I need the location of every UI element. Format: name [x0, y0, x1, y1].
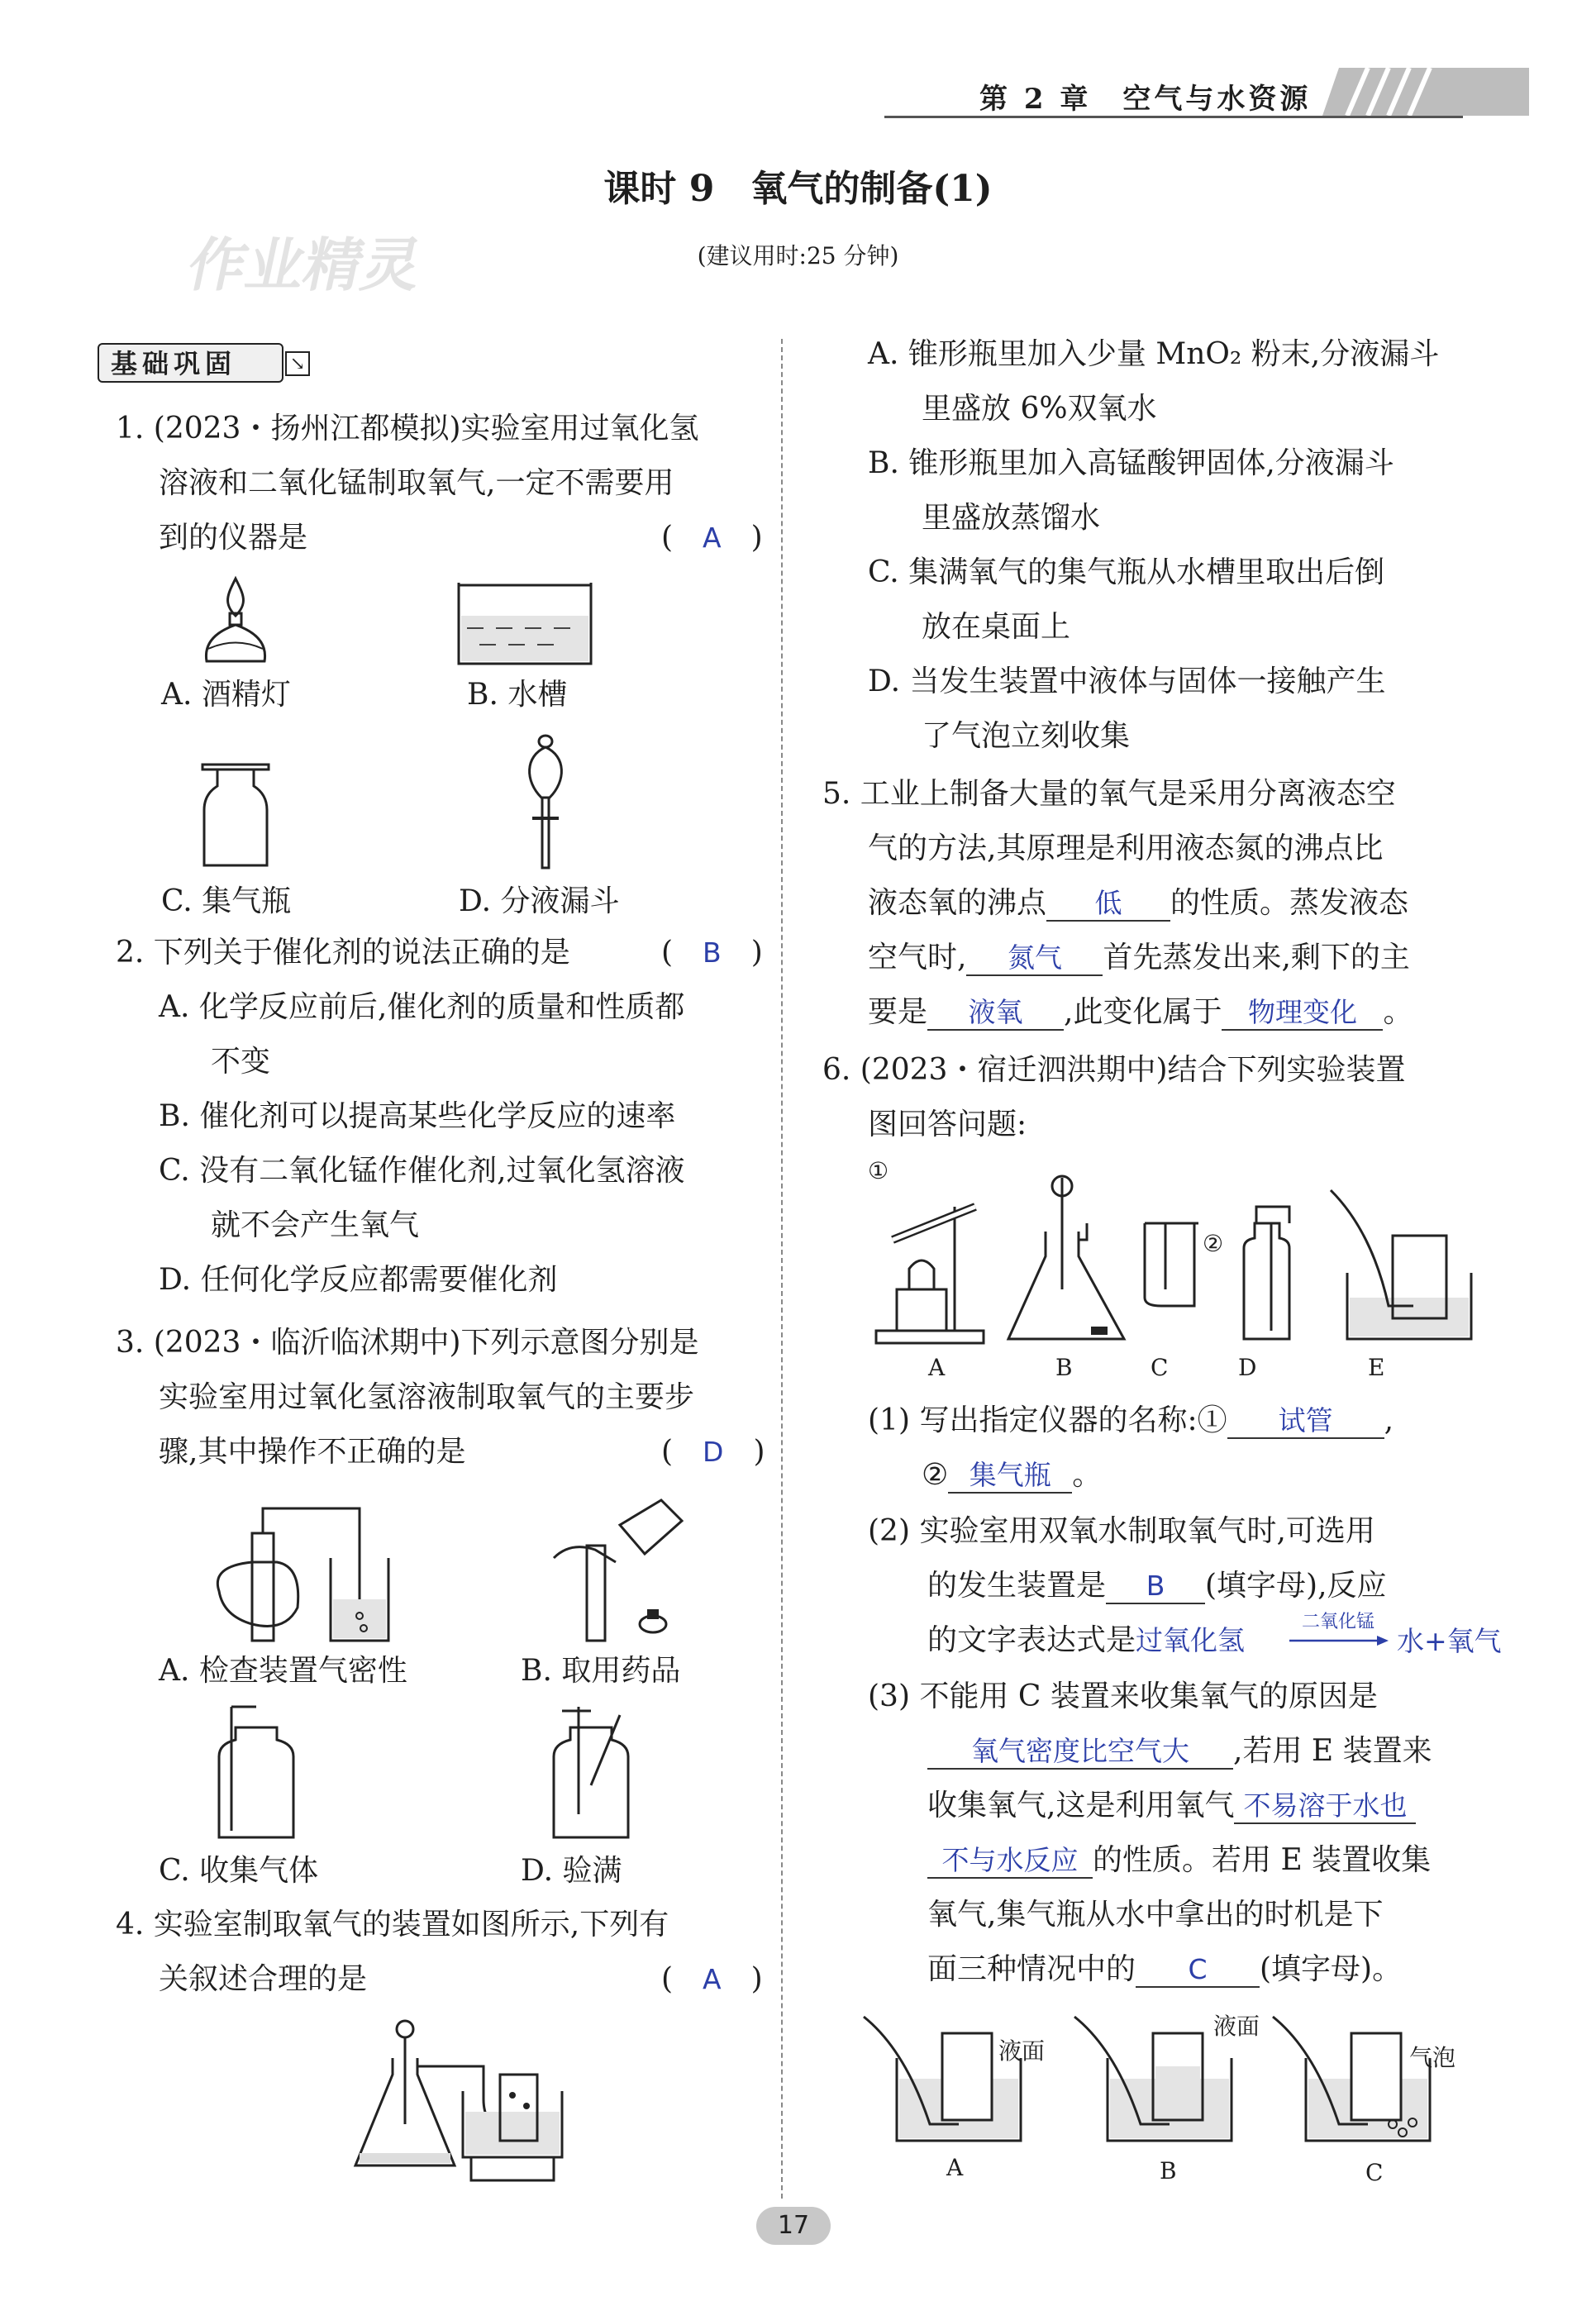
q6-p1d: 。 — [1072, 1458, 1103, 1492]
q1-option-d: D. 分液漏斗 — [459, 884, 620, 918]
page-number: 17 — [756, 2207, 831, 2245]
q4-option-d-line1: D. 当发生装置中液体与固体一接触产生 — [868, 665, 1386, 698]
q5-line5 — [868, 985, 1413, 1040]
q6-p1a: (1) 写出指定仪器的名称:① — [868, 1403, 1227, 1437]
q5-line3b: 的性质。蒸发液态 — [1170, 886, 1409, 920]
q3-line1: 3. (2023・临沂临沭期中)下列示意图分别是 — [116, 1326, 699, 1360]
q6-part3-line1: (3) 不能用 C 装置来收集氧气的原因是 — [868, 1679, 1378, 1713]
q5-line4b: 首先蒸发出来,剩下的主 — [1103, 941, 1410, 974]
q6-p3-blank-2a: 不易溶于水也 — [1234, 1789, 1416, 1824]
q6-part3-line5: 氧气,集气瓶从水中拿出的时机是下 — [927, 1898, 1384, 1932]
collect-gas-figure — [211, 1707, 302, 1839]
q5-line5b: ,此变化属于 — [1064, 995, 1222, 1029]
airtightness-check-figure — [202, 1500, 393, 1645]
oxygen-apparatus-figure — [351, 2017, 566, 2182]
q6-fig-label-b: B — [1055, 1354, 1073, 1381]
q1-option-a: A. 酒精灯 — [161, 678, 291, 712]
q6-part3-line4 — [927, 1833, 1431, 1888]
q3-option-d: D. 验满 — [521, 1854, 622, 1888]
q4-option-c-line2: 放在桌面上 — [922, 610, 1071, 644]
q5-blank-2: 氮气 — [966, 941, 1103, 976]
q2-option-b: B. 催化剂可以提高某些化学反应的速率 — [159, 1099, 676, 1133]
q4-line2: 关叙述合理的是 — [159, 1962, 368, 1996]
q6-fig2-note-c: 气泡 — [1409, 2044, 1456, 2071]
q6-p3-blank-3: C — [1136, 1953, 1260, 1988]
q2-stem: 2. 下列关于催化剂的说法正确的是 — [116, 936, 570, 970]
q1-line2: 溶液和二氧化锰制取氧气,一定不需要用 — [159, 466, 674, 500]
q1-option-c: C. 集气瓶 — [161, 884, 292, 918]
q6-collection-timing-figure — [864, 2017, 1475, 2149]
q1-answer: A — [703, 522, 722, 554]
q2-option-a-line2: 不变 — [211, 1045, 271, 1079]
gas-bottle-figure — [202, 765, 269, 868]
q4-option-c-line1: C. 集满氧气的集气瓶从水槽里取出后倒 — [868, 555, 1385, 589]
check-full-figure — [545, 1707, 636, 1839]
q6-part2-line2 — [927, 1559, 1387, 1613]
q5-line4a: 空气时, — [868, 941, 967, 974]
q3-answer-paren: ( D ) — [661, 1435, 765, 1469]
q2-option-a-line1: A. 化学反应前后,催化剂的质量和性质都 — [159, 990, 685, 1024]
q6-part1-line2 — [922, 1448, 1102, 1503]
column-divider — [781, 339, 783, 2199]
q6-p1-blank-1: 试管 — [1227, 1404, 1384, 1439]
q6-line2: 图回答问题: — [868, 1108, 1027, 1141]
q2-option-d: D. 任何化学反应都需要催化剂 — [159, 1263, 558, 1297]
q3-answer: D — [703, 1436, 724, 1468]
q6-p3d: 的性质。若用 E 装置收集 — [1093, 1843, 1432, 1877]
q5-line3a: 液态氧的沸点 — [868, 886, 1047, 920]
q6-marker-1: ① — [868, 1157, 889, 1184]
q4-option-b-line2: 里盛放蒸馏水 — [922, 501, 1101, 535]
suggested-time: (建议用时:25 分钟) — [697, 242, 899, 269]
q6-part3-line3 — [927, 1779, 1416, 1833]
q6-fig2-label-b: B — [1160, 2157, 1177, 2185]
q6-p2d: 的文字表达式是 — [927, 1623, 1136, 1657]
q6-p2b: 的发生装置是 — [927, 1569, 1107, 1603]
q4-line1: 4. 实验室制取氧气的装置如图所示,下列有 — [116, 1908, 669, 1942]
separatory-funnel-figure — [521, 731, 570, 872]
q2-answer: B — [703, 936, 722, 969]
reaction-arrow-icon — [1289, 1635, 1389, 1646]
q5-blank-1: 低 — [1046, 887, 1170, 922]
q6-line1: 6. (2023・宿迁泗洪期中)结合下列实验装置 — [822, 1053, 1406, 1087]
q6-marker-2: ② — [1203, 1230, 1224, 1257]
take-reagent-figure — [537, 1500, 686, 1645]
q4-option-a-line1: A. 锥形瓶里加入少量 MnO₂ 粉末,分液漏斗 — [868, 337, 1440, 371]
q6-fig2-label-c: C — [1365, 2159, 1384, 2186]
q6-p3c: 收集氧气,这是利用氧气 — [927, 1789, 1235, 1822]
q3-line2: 实验室用过氧化氢溶液制取氧气的主要步 — [159, 1380, 695, 1414]
q2-answer-paren: ( B ) — [661, 936, 763, 970]
q6-p3f: 面三种情况中的 — [927, 1952, 1136, 1986]
q6-p1c: ② — [922, 1458, 949, 1492]
q4-option-d-line2: 了气泡立刻收集 — [922, 719, 1131, 753]
q6-p3g: (填字母)。 — [1260, 1952, 1403, 1986]
q4-answer-paren: ( A ) — [661, 1962, 763, 1996]
q6-p2-reactant: 过氧化氢 — [1136, 1624, 1246, 1656]
q6-p2-product: 水+氧气 — [1397, 1625, 1502, 1657]
q4-answer: A — [703, 1963, 722, 1995]
q5-line5c: 。 — [1383, 995, 1413, 1029]
q4-option-a-line2: 里盛放 6%双氧水 — [922, 392, 1157, 426]
alcohol-lamp-figure — [198, 579, 273, 665]
q6-fig2-note-a: 液面 — [998, 2037, 1046, 2065]
q6-fig-label-e: E — [1368, 1354, 1385, 1381]
q3-line3: 骤,其中操作不正确的是 — [159, 1435, 466, 1469]
page-title: 课时 9 氧气的制备(1) — [603, 168, 993, 210]
q5-line2: 气的方法,其原理是利用液态氮的沸点比 — [868, 831, 1384, 865]
q6-p3b: ,若用 E 装置来 — [1233, 1734, 1432, 1768]
q6-part3-line2 — [927, 1724, 1432, 1779]
q5-line5a: 要是 — [868, 995, 928, 1029]
q6-p3-blank-1: 氧气密度比空气大 — [927, 1735, 1233, 1770]
q3-option-a: A. 检查装置气密性 — [159, 1654, 407, 1688]
q4-option-b-line1: B. 锥形瓶里加入高锰酸钾固体,分液漏斗 — [868, 446, 1394, 480]
q6-fig2-label-a: A — [946, 2154, 964, 2181]
q5-line4 — [868, 931, 1410, 985]
q6-p2-blank: B — [1106, 1570, 1205, 1604]
q3-option-b: B. 取用药品 — [521, 1654, 681, 1688]
q6-fig2-note-b: 液面 — [1213, 2013, 1260, 2040]
q5-blank-4: 物理变化 — [1222, 996, 1383, 1031]
q3-option-c: C. 收集气体 — [159, 1854, 319, 1888]
q1-line3: 到的仪器是 — [159, 521, 308, 555]
q2-option-c-line2: 就不会产生氧气 — [211, 1208, 420, 1242]
arrow-down-right-icon: ↘ — [285, 351, 310, 376]
header-rule — [884, 116, 1463, 118]
q6-p3-blank-2b: 不与水反应 — [927, 1844, 1093, 1879]
q6-part1-line1 — [868, 1394, 1394, 1448]
q6-p1-blank-2: 集气瓶 — [948, 1459, 1072, 1494]
q1-line1: 1. (2023・扬州江都模拟)实验室用过氧化氢 — [116, 412, 699, 445]
q2-option-c-line1: C. 没有二氧化锰作催化剂,过氧化氢溶液 — [159, 1154, 685, 1188]
q6-p1b: , — [1384, 1403, 1394, 1437]
q5-blank-3: 液氧 — [927, 996, 1064, 1031]
q6-apparatus-figure — [876, 1174, 1521, 1351]
q1-answer-paren: ( A ) — [661, 521, 763, 555]
q6-fig-label-d: D — [1238, 1354, 1257, 1381]
q6-p2-condition: 二氧化锰 — [1301, 1612, 1374, 1632]
chapter-header: 第 2 章 空气与水资源 — [979, 83, 1312, 116]
watermark-logo: 作业精灵 — [182, 231, 428, 299]
q6-fig-label-c: C — [1151, 1354, 1169, 1381]
q5-line3 — [868, 876, 1408, 931]
q6-part2-line3 — [927, 1613, 1245, 1668]
section-tag: 基础巩固 — [98, 343, 283, 383]
q6-p2c: (填字母),反应 — [1205, 1569, 1387, 1603]
water-trough-figure — [459, 583, 591, 665]
q5-line1: 5. 工业上制备大量的氧气是采用分离液态空 — [822, 777, 1396, 811]
q6-fig-label-a: A — [928, 1354, 946, 1381]
q1-option-b: B. 水槽 — [467, 678, 568, 712]
q6-part3-line6 — [927, 1942, 1402, 1997]
q6-part2-line1: (2) 实验室用双氧水制取氧气时,可选用 — [868, 1514, 1375, 1548]
